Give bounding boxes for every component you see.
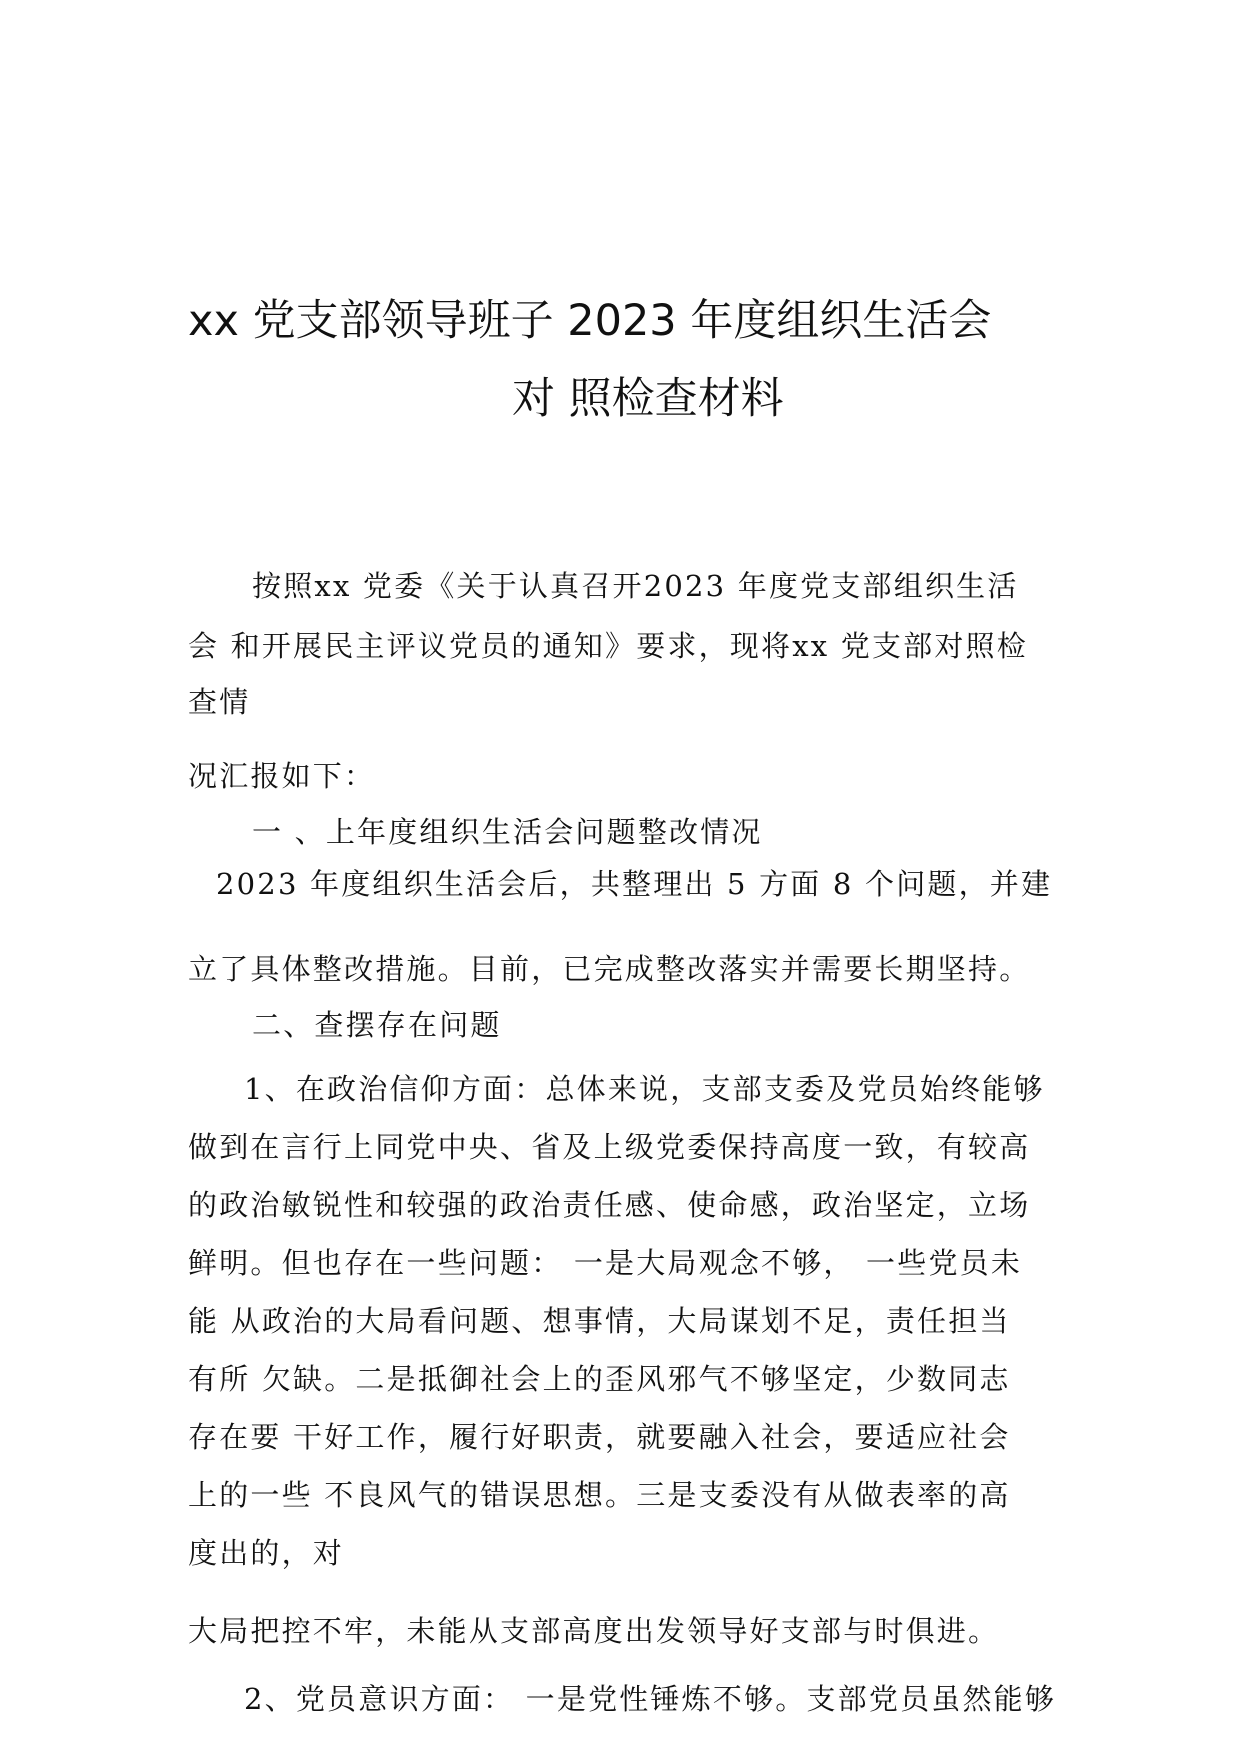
body-line: 1、在政治信仰方面：总体来说，支部支委及党员始终能够	[244, 1072, 1045, 1106]
body-line: 大局把控不牢，未能从支部高度出发领导好支部与时俱进。	[188, 1614, 1000, 1648]
body-line: 2023 年度组织生活会后，共整理出 5 方面 8 个问题，并建	[216, 867, 1053, 901]
section-heading: 一 、上年度组织生活会问题整改情况	[252, 815, 763, 849]
body-line: 有所 欠缺。二是抵御社会上的歪风邪气不够坚定，少数同志	[188, 1362, 1011, 1396]
document-title-line-1: xx 党支部领导班子 2023 年度组织生活会	[188, 296, 992, 346]
body-line: 鲜明。但也存在一些问题： 一是大局观念不够， 一些党员未	[188, 1246, 1023, 1280]
section-heading: 二、查摆存在问题	[252, 1008, 502, 1042]
document-title-line-2: 对 照检查材料	[512, 374, 784, 424]
body-line: 查情	[188, 685, 251, 719]
body-line: 做到在言行上同党中央、省及上级党委保持高度一致，有较高	[188, 1130, 1031, 1164]
body-line: 能 从政治的大局看问题、想事情，大局谋划不足，责任担当	[188, 1304, 1011, 1338]
body-line: 按照xx 党委《关于认真召开2023 年度党支部组织生活	[252, 569, 1019, 603]
body-line: 会 和开展民主评议党员的通知》要求，现将xx 党支部对照检	[188, 629, 1028, 663]
body-line: 立了具体整改措施。目前，已完成整改落实并需要长期坚持。	[188, 952, 1031, 986]
body-line: 的政治敏锐性和较强的政治责任感、使命感，政治坚定，立场	[188, 1188, 1031, 1222]
body-line: 存在要 干好工作，履行好职责，就要融入社会，要适应社会	[188, 1420, 1011, 1454]
body-line: 2、党员意识方面： 一是党性锤炼不够。支部党员虽然能够	[244, 1682, 1057, 1716]
body-line: 度出的，对	[188, 1536, 345, 1570]
body-line: 上的一些 不良风气的错误思想。三是支委没有从做表率的高	[188, 1478, 1011, 1512]
body-line: 况汇报如下：	[188, 759, 376, 793]
